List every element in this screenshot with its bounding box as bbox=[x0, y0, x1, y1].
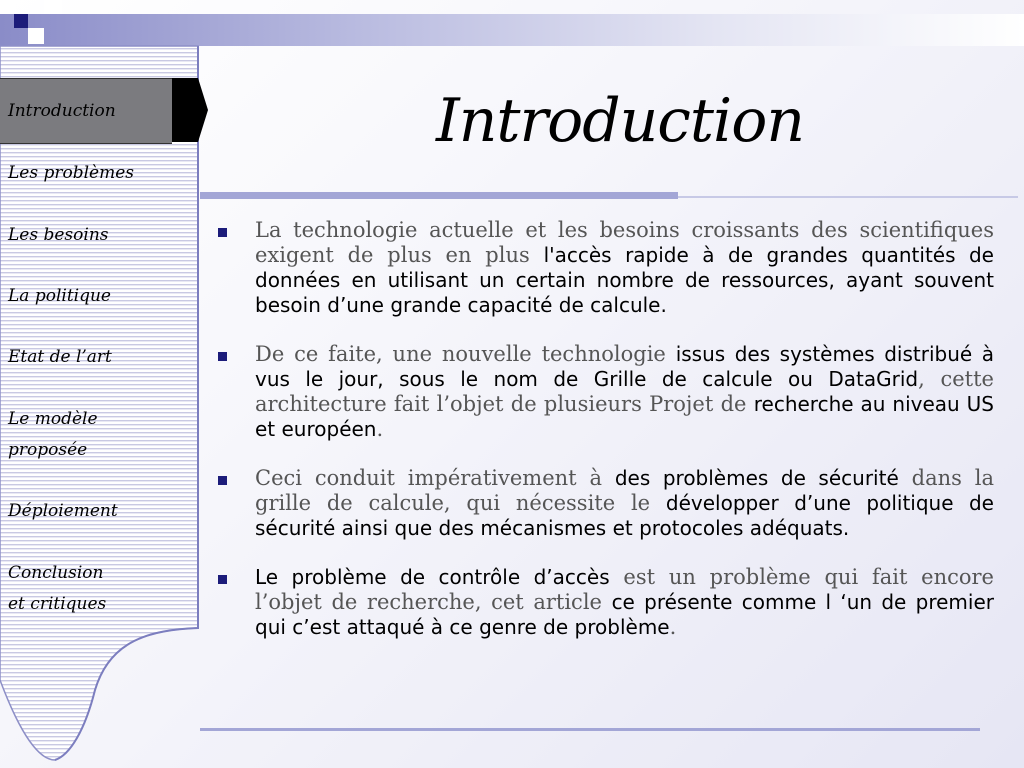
bullet-square-icon bbox=[218, 352, 227, 361]
title-underline-thin bbox=[678, 196, 1018, 198]
nav-item-le-modele-propose[interactable] bbox=[8, 404, 168, 466]
bullet-square-icon bbox=[218, 575, 227, 584]
bullet-text: . bbox=[376, 417, 384, 441]
bullet-text: , cette architecture fait l’objet de plusieurs Projet de bbox=[255, 367, 994, 416]
nav-item-les-besoins[interactable]: Les besoins bbox=[8, 225, 109, 245]
bullet-point bbox=[214, 565, 994, 640]
bullet-text: développer d’une politique de sécurité ainsi que des mécanismes et protocoles adéquats. bbox=[255, 491, 994, 540]
bullet-text: issus des systèmes distribué à vus le jour, sous le nom de Grille de calcule ou DataGrid bbox=[255, 342, 994, 391]
bullet-square-icon bbox=[218, 476, 227, 485]
nav-item-label: et critiques bbox=[8, 594, 107, 614]
nav-item-label: Conclusion bbox=[8, 563, 104, 583]
bullet-text: De ce faite, une nouvelle technologie bbox=[255, 342, 676, 366]
nav-item-label: Le modèle bbox=[8, 409, 98, 429]
bullet-point bbox=[214, 466, 994, 541]
nav-item-etat-de-l-art[interactable]: Etat de l’art bbox=[8, 347, 112, 367]
nav-item-label: proposée bbox=[8, 440, 88, 460]
bullet-point bbox=[214, 218, 994, 318]
nav-item-introduction[interactable]: Introduction bbox=[8, 101, 116, 121]
slide-content bbox=[214, 218, 994, 664]
nav-item-deploiement[interactable]: Déploiement bbox=[8, 501, 118, 521]
bullet-text: recherche au niveau US et européen bbox=[255, 392, 995, 441]
title-underline bbox=[200, 192, 678, 199]
bullet-point bbox=[214, 342, 994, 442]
bullet-text: Ceci conduit impérativement à bbox=[255, 466, 615, 490]
bullet-text: Le problème de contrôle d’accès bbox=[255, 565, 610, 589]
nav-item-les-problemes[interactable]: Les problèmes bbox=[8, 163, 135, 183]
bullet-text: des problèmes de sécurité bbox=[614, 466, 899, 490]
bullet-text: l'accès rapide à de grandes quantités de données en utilisant un certain nombre de ressources, ayant souvent besoin d’une grande capacité de calcule. bbox=[255, 243, 994, 317]
bullet-text: . bbox=[669, 615, 677, 639]
nav-item-la-politique[interactable]: La politique bbox=[8, 286, 111, 306]
bullet-square-icon bbox=[218, 228, 227, 237]
footer-rule bbox=[200, 728, 980, 731]
bullet-text: est un problème qui fait encore l’objet de recherche, cet article bbox=[255, 565, 994, 614]
nav-item-conclusion[interactable] bbox=[8, 558, 168, 620]
bullet-text: dans la grille de calcule, qui nécessite le bbox=[255, 466, 994, 515]
bullet-text: ce présente comme l ‘un de premier qui c’est attaqué à ce genre de problème bbox=[255, 590, 994, 639]
bullet-text: La technologie actuelle et les besoins croissants des scientifiques exigent de plus en plus bbox=[255, 218, 994, 267]
slide-title: Introduction bbox=[436, 86, 804, 156]
